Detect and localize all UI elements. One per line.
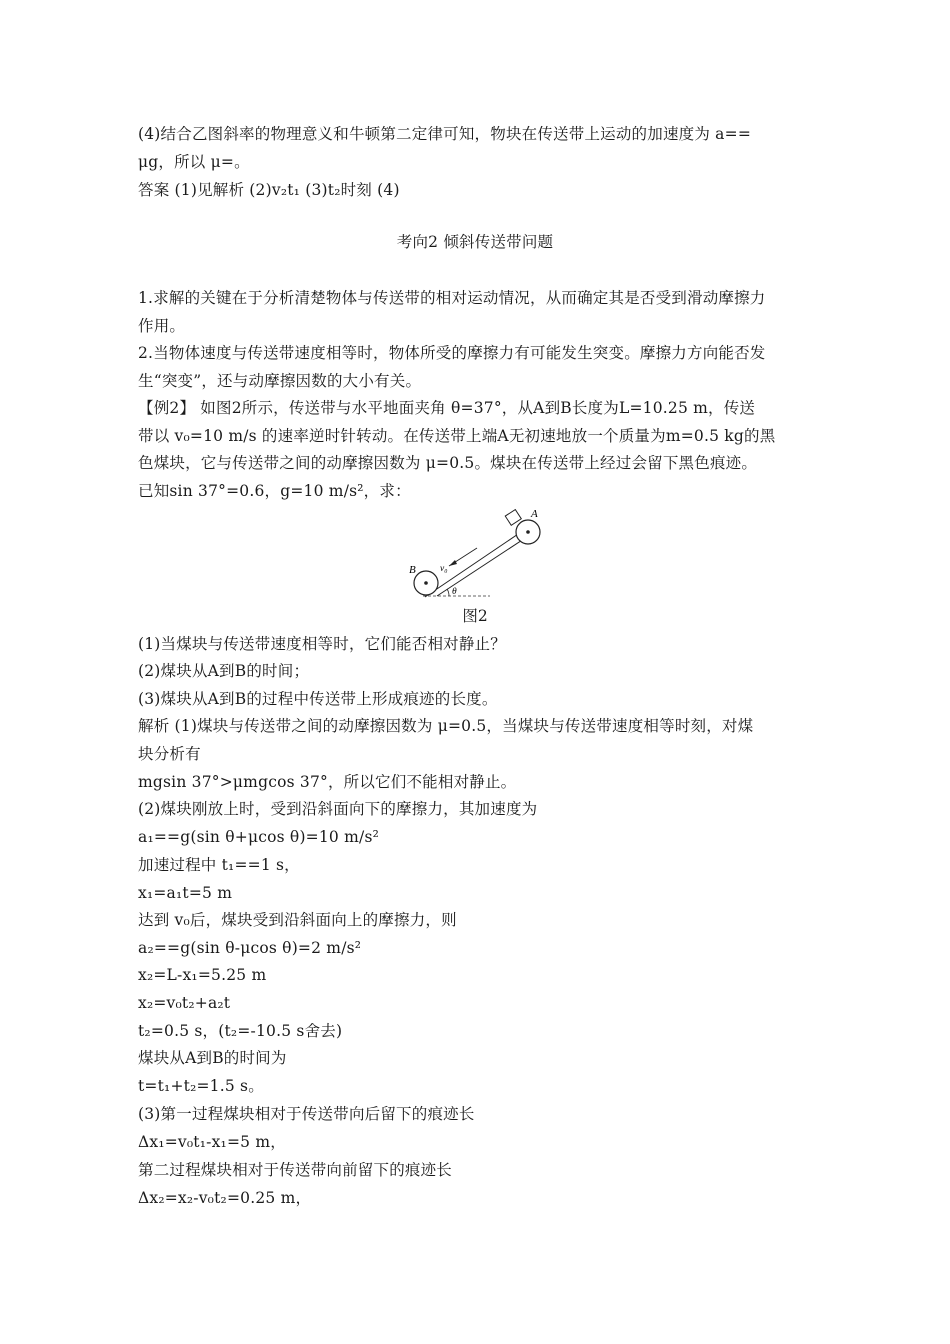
- equation-line: 加速过程中 t₁==1 s，: [138, 856, 300, 874]
- equation-line: x₂=L-x₁=5.25 m: [138, 966, 267, 984]
- text-line: (2)煤块刚放上时，受到沿斜面向下的摩擦力，其加速度为: [138, 800, 538, 818]
- pulley-b-axle: [424, 581, 428, 585]
- label-b: B: [409, 564, 416, 576]
- text-line: 已知sin 37°=0.6，g=10 m/s²，求：: [138, 482, 411, 500]
- velocity-arrowhead: [449, 560, 457, 566]
- text-line: 第二过程煤块相对于传送带向前留下的痕迹长: [138, 1161, 453, 1179]
- text-line: 煤块从A到B的时间为: [138, 1049, 287, 1067]
- text-line: μg，所以 μ=。: [138, 153, 250, 171]
- example-line: 【例2】 如图2所示，传送带与水平地面夹角 θ=37°，从A到B长度为L=10.25 m，传送: [138, 399, 756, 417]
- analysis-line: 解析 (1)煤块与传送带之间的动摩擦因数为 μ=0.5，当煤块与传送带速度相等时刻，对煤: [138, 717, 754, 735]
- label-a: A: [531, 508, 538, 520]
- equation-line: a₂==g(sin θ-μcos θ)=2 m/s²: [138, 939, 362, 957]
- equation-line: Δx₂=x₂-v₀t₂=0.25 m，: [138, 1189, 312, 1207]
- equation-line: t=t₁+t₂=1.5 s。: [138, 1077, 264, 1095]
- text-line: (4)结合乙图斜率的物理意义和牛顿第二定律可知，物块在传送带上运动的加速度为 a==: [138, 125, 752, 143]
- section-heading: 考向2 倾斜传送带问题: [396, 233, 554, 251]
- equation-line: t₂=0.5 s，(t₂=-10.5 s舍去): [138, 1022, 343, 1040]
- text-line: 达到 v₀后，煤块受到沿斜面向上的摩擦力，则: [138, 911, 457, 929]
- text-line: 带以 v₀=10 m/s 的速率逆时针转动。在传送带上端A无初速地放一个质量为m=0.5 kg的黑: [138, 427, 776, 445]
- question-line: (1)当煤块与传送带速度相等时，它们能否相对静止？: [138, 635, 506, 653]
- text-line: 生“突变”，还与动摩擦因数的大小有关。: [138, 372, 422, 390]
- equation-line: mgsin 37°>μmgcos 37°，所以它们不能相对静止。: [138, 773, 517, 791]
- answer-line: 答案 (1)见解析 (2)v₂t₁ (3)t₂时刻 (4): [138, 181, 400, 199]
- coal-block: [505, 510, 521, 526]
- text-line: 1.求解的关键在于分析清楚物体与传送带的相对运动情况，从而确定其是否受到滑动摩擦力: [138, 289, 766, 307]
- equation-line: a₁==g(sin θ+μcos θ)=10 m/s²: [138, 828, 380, 846]
- text-line: 作用。: [138, 317, 186, 335]
- text-line: 块分析有: [138, 745, 201, 763]
- equation-line: x₂=v₀t₂+a₂t: [138, 994, 231, 1012]
- text-line: 2.当物体速度与传送带速度相等时，物体所受的摩擦力有可能发生突变。摩擦力方向能否发: [138, 344, 766, 362]
- equation-line: x₁=a₁t=5 m: [138, 884, 233, 902]
- text-line: 色煤块，它与传送带之间的动摩擦因数为 μ=0.5。煤块在传送带上经过会留下黑色痕迹。: [138, 454, 758, 472]
- conveyor-belt-diagram: [405, 505, 550, 600]
- equation-line: Δx₁=v₀t₁-x₁=5 m，: [138, 1133, 286, 1151]
- label-theta: θ: [452, 587, 457, 597]
- question-line: (3)煤块从A到B的过程中传送带上形成痕迹的长度。: [138, 690, 498, 708]
- angle-arc: [447, 589, 449, 596]
- belt-top: [425, 528, 527, 597]
- figure-caption: 图2: [462, 607, 488, 625]
- text-line: (3)第一过程煤块相对于传送带向后留下的痕迹长: [138, 1105, 475, 1123]
- pulley-a-axle: [526, 530, 530, 534]
- label-v0: v₀: [440, 564, 448, 574]
- question-line: (2)煤块从A到B的时间；: [138, 662, 310, 680]
